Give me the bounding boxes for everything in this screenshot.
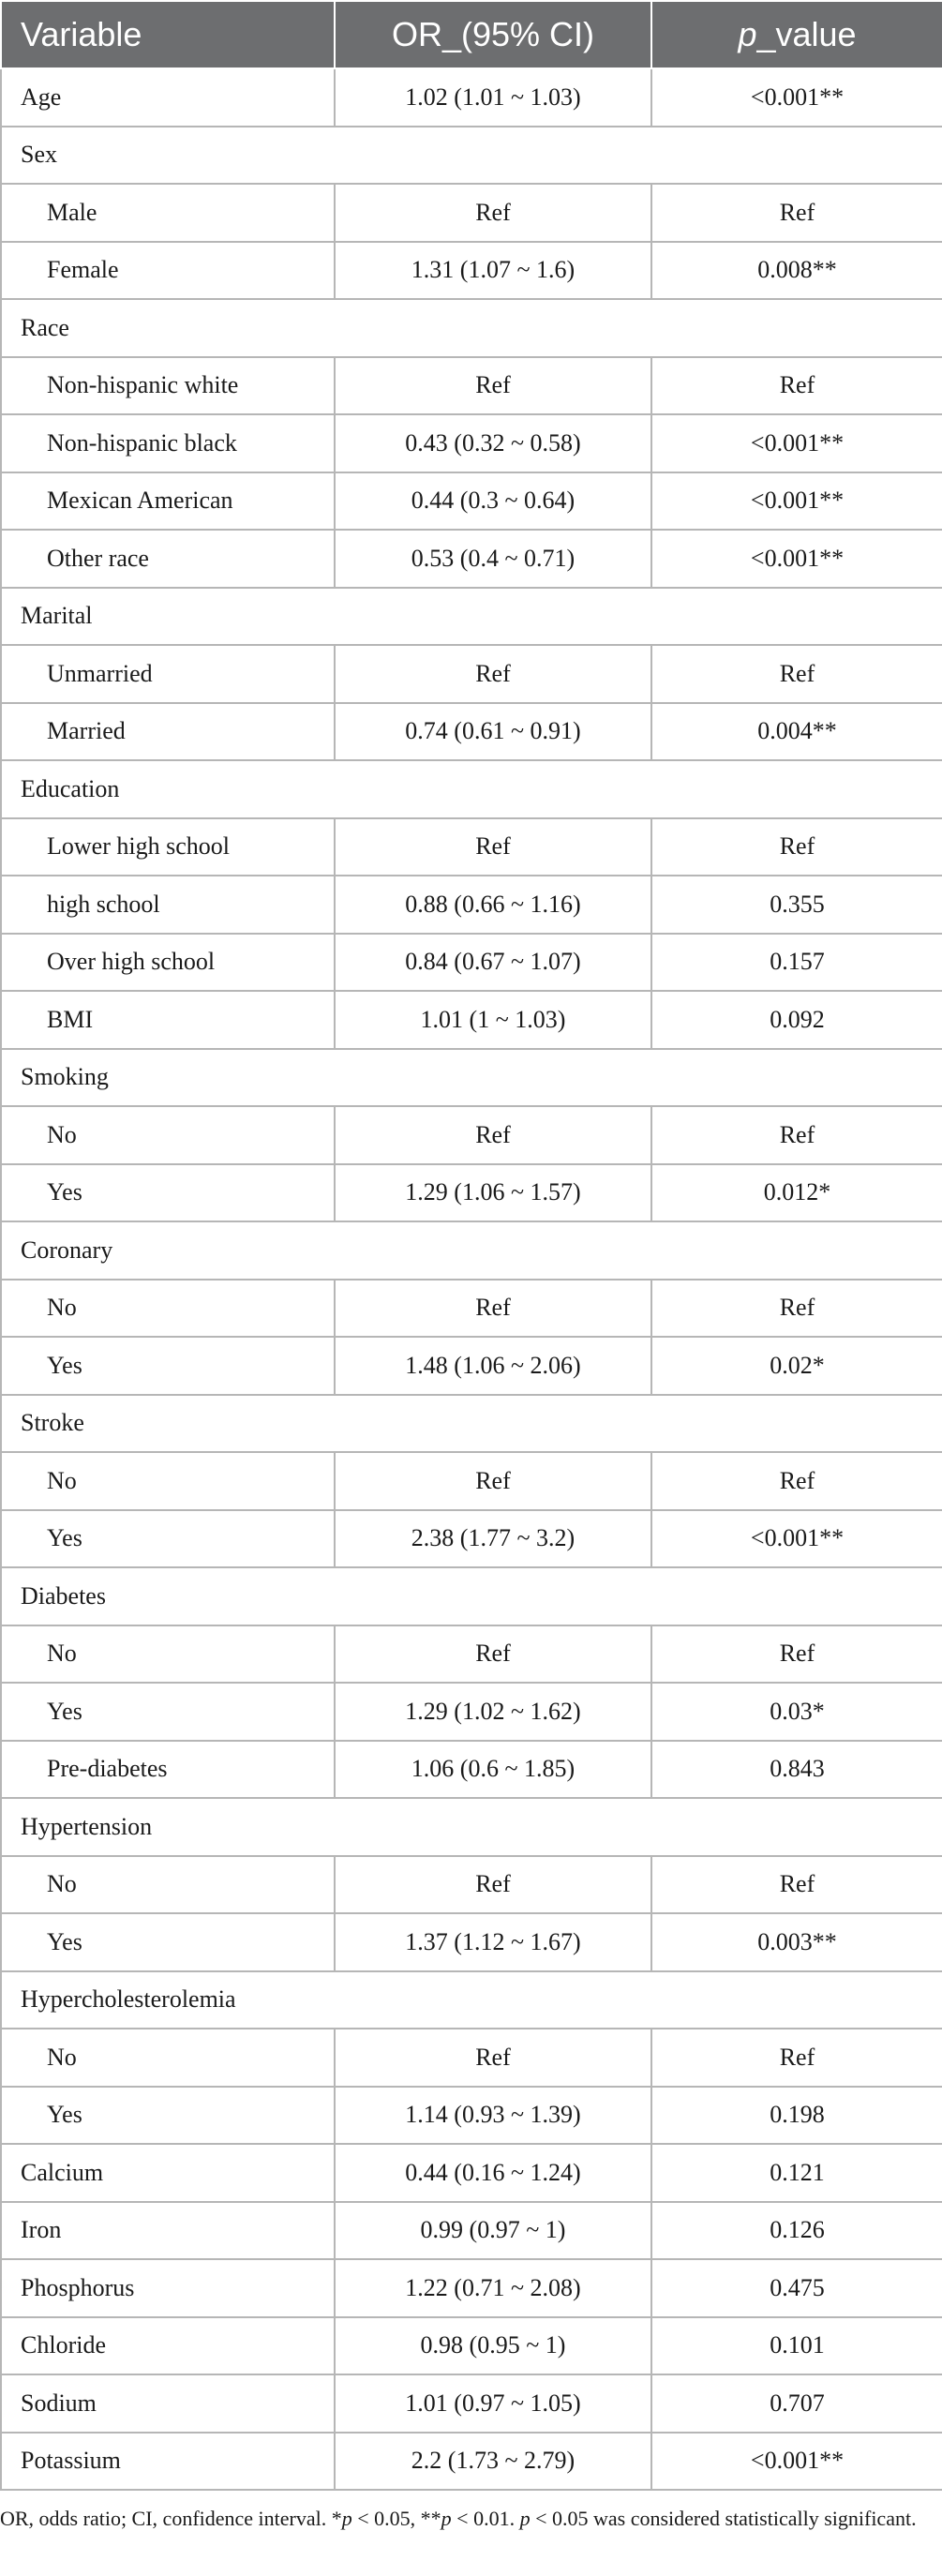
table-row	[1, 414, 942, 472]
table-row	[1, 1510, 942, 1568]
table-row	[1, 991, 942, 1049]
variable-cell: Iron	[1, 2202, 335, 2260]
table-row	[1, 1337, 942, 1395]
group-label: Education	[1, 760, 942, 818]
variable-cell: Sodium	[1, 2374, 335, 2433]
or-cell: Ref	[335, 1452, 651, 1510]
table-row	[1, 1683, 942, 1741]
header-or: OR_(95% CI)	[335, 1, 651, 68]
table-row	[1, 1856, 942, 1914]
table-footnote	[0, 2491, 942, 2534]
variable-cell: Yes	[1, 1913, 335, 1971]
table-row	[1, 1280, 942, 1338]
p-value-cell: <0.001**	[651, 68, 942, 127]
or-cell: 1.22 (0.71 ~ 2.08)	[335, 2259, 651, 2317]
variable-cell: No	[1, 2029, 335, 2087]
or-cell: 0.98 (0.95 ~ 1)	[335, 2317, 651, 2375]
table-row	[1, 1452, 942, 1510]
p-value-cell: <0.001**	[651, 414, 942, 472]
table-row	[1, 2029, 942, 2087]
variable-cell: Age	[1, 68, 335, 127]
p-value-cell: Ref	[651, 1856, 942, 1914]
variable-cell: No	[1, 1625, 335, 1684]
p-value-cell: 0.843	[651, 1741, 942, 1799]
footnote-part4: < 0.05 was considered statistically significant.	[530, 2507, 917, 2530]
group-label: Smoking	[1, 1049, 942, 1107]
or-cell: Ref	[335, 357, 651, 415]
footnote-part1: OR, odds ratio; CI, confidence interval. *	[0, 2507, 342, 2530]
footnote-p2: p	[441, 2507, 452, 2530]
table-row	[1, 357, 942, 415]
variable-cell: Calcium	[1, 2144, 335, 2202]
variable-cell: No	[1, 1280, 335, 1338]
or-cell: 0.88 (0.66 ~ 1.16)	[335, 876, 651, 934]
p-value-cell: 0.198	[651, 2087, 942, 2145]
variable-cell: Female	[1, 242, 335, 300]
p-value-cell: <0.001**	[651, 1510, 942, 1568]
variable-cell: Pre-diabetes	[1, 1741, 335, 1799]
header-p-rest: _value	[756, 15, 857, 53]
or-cell: 1.01 (1 ~ 1.03)	[335, 991, 651, 1049]
table-row	[1, 703, 942, 761]
p-value-cell: <0.001**	[651, 530, 942, 588]
or-cell: 0.44 (0.16 ~ 1.24)	[335, 2144, 651, 2202]
table-row	[1, 242, 942, 300]
table-row	[1, 2259, 942, 2317]
table-row	[1, 1106, 942, 1164]
or-cell: 1.14 (0.93 ~ 1.39)	[335, 2087, 651, 2145]
p-value-cell: 0.355	[651, 876, 942, 934]
p-value-cell: 0.092	[651, 991, 942, 1049]
p-value-cell: Ref	[651, 1625, 942, 1684]
table-row	[1, 2374, 942, 2433]
variable-cell: Over high school	[1, 934, 335, 992]
or-cell: 1.29 (1.06 ~ 1.57)	[335, 1164, 651, 1222]
p-value-cell: 0.126	[651, 2202, 942, 2260]
or-cell: 0.84 (0.67 ~ 1.07)	[335, 934, 651, 992]
or-cell: Ref	[335, 1856, 651, 1914]
footnote-part2: < 0.05, **	[351, 2507, 441, 2530]
table-group-row	[1, 1221, 942, 1280]
p-value-cell: Ref	[651, 1280, 942, 1338]
table-group-row	[1, 1049, 942, 1107]
variable-cell: Non-hispanic white	[1, 357, 335, 415]
or-cell: 1.01 (0.97 ~ 1.05)	[335, 2374, 651, 2433]
p-value-cell: 0.707	[651, 2374, 942, 2433]
group-label: Diabetes	[1, 1567, 942, 1625]
or-cell: 1.31 (1.07 ~ 1.6)	[335, 242, 651, 300]
variable-cell: No	[1, 1856, 335, 1914]
p-value-cell: 0.475	[651, 2259, 942, 2317]
variable-cell: Yes	[1, 1164, 335, 1222]
or-cell: 0.43 (0.32 ~ 0.58)	[335, 414, 651, 472]
table-body	[1, 68, 942, 2490]
variable-cell: Potassium	[1, 2433, 335, 2491]
p-value-cell: 0.157	[651, 934, 942, 992]
header-variable: Variable	[1, 1, 335, 68]
group-label: Hypertension	[1, 1798, 942, 1856]
p-value-cell: <0.001**	[651, 2433, 942, 2491]
table-group-row	[1, 760, 942, 818]
table-group-row	[1, 1971, 942, 2029]
table-group-row	[1, 1567, 942, 1625]
variable-cell: Yes	[1, 2087, 335, 2145]
or-cell: 2.2 (1.73 ~ 2.79)	[335, 2433, 651, 2491]
group-label: Coronary	[1, 1221, 942, 1280]
variable-cell: Mexican American	[1, 472, 335, 531]
table-group-row	[1, 588, 942, 646]
or-cell: 1.02 (1.01 ~ 1.03)	[335, 68, 651, 127]
or-cell: Ref	[335, 818, 651, 876]
or-cell: Ref	[335, 184, 651, 242]
table-row	[1, 934, 942, 992]
footnote-p1: p	[341, 2507, 352, 2530]
table-row	[1, 68, 942, 127]
table-row	[1, 2433, 942, 2491]
or-cell: 1.37 (1.12 ~ 1.67)	[335, 1913, 651, 1971]
table-row	[1, 876, 942, 934]
group-label: Stroke	[1, 1395, 942, 1453]
or-cell: 1.48 (1.06 ~ 2.06)	[335, 1337, 651, 1395]
variable-cell: Yes	[1, 1683, 335, 1741]
table-row	[1, 818, 942, 876]
header-p-value	[651, 1, 942, 68]
or-cell: 0.44 (0.3 ~ 0.64)	[335, 472, 651, 531]
variable-cell: Lower high school	[1, 818, 335, 876]
table-row	[1, 1741, 942, 1799]
variable-cell: Other race	[1, 530, 335, 588]
group-label: Hypercholesterolemia	[1, 1971, 942, 2029]
or-cell: 1.29 (1.02 ~ 1.62)	[335, 1683, 651, 1741]
table-row	[1, 2317, 942, 2375]
group-label: Marital	[1, 588, 942, 646]
p-value-cell: 0.012*	[651, 1164, 942, 1222]
p-value-cell: <0.001**	[651, 472, 942, 531]
p-value-cell: 0.008**	[651, 242, 942, 300]
table-group-row	[1, 299, 942, 357]
or-cell: 0.99 (0.97 ~ 1)	[335, 2202, 651, 2260]
group-label: Sex	[1, 127, 942, 185]
variable-cell: No	[1, 1106, 335, 1164]
variable-cell: Phosphorus	[1, 2259, 335, 2317]
group-label: Race	[1, 299, 942, 357]
or-cell: 0.53 (0.4 ~ 0.71)	[335, 530, 651, 588]
or-cell: Ref	[335, 645, 651, 703]
variable-cell: Male	[1, 184, 335, 242]
p-value-cell: Ref	[651, 2029, 942, 2087]
p-value-cell: 0.02*	[651, 1337, 942, 1395]
p-value-cell: Ref	[651, 1452, 942, 1510]
header-p-italic: p	[738, 15, 757, 53]
footnote-part3: < 0.01.	[451, 2507, 520, 2530]
or-cell: Ref	[335, 1625, 651, 1684]
table-row	[1, 2144, 942, 2202]
table-row	[1, 2202, 942, 2260]
or-cell: Ref	[335, 1106, 651, 1164]
table-row	[1, 530, 942, 588]
p-value-cell: Ref	[651, 184, 942, 242]
variable-cell: Chloride	[1, 2317, 335, 2375]
table-row	[1, 1164, 942, 1222]
or-cell: Ref	[335, 2029, 651, 2087]
variable-cell: high school	[1, 876, 335, 934]
table-header	[1, 1, 942, 68]
p-value-cell: Ref	[651, 1106, 942, 1164]
or-cell: 1.06 (0.6 ~ 1.85)	[335, 1741, 651, 1799]
p-value-cell: 0.101	[651, 2317, 942, 2375]
variable-cell: Unmarried	[1, 645, 335, 703]
p-value-cell: 0.004**	[651, 703, 942, 761]
or-cell: Ref	[335, 1280, 651, 1338]
table-row	[1, 184, 942, 242]
or-cell: 2.38 (1.77 ~ 3.2)	[335, 1510, 651, 1568]
table-group-row	[1, 1798, 942, 1856]
p-value-cell: 0.03*	[651, 1683, 942, 1741]
table-row	[1, 1625, 942, 1684]
table-row	[1, 2087, 942, 2145]
table-row	[1, 1913, 942, 1971]
or-cell: 0.74 (0.61 ~ 0.91)	[335, 703, 651, 761]
variable-cell: BMI	[1, 991, 335, 1049]
table-row	[1, 472, 942, 531]
variable-cell: Yes	[1, 1337, 335, 1395]
variable-cell: Yes	[1, 1510, 335, 1568]
variable-cell: Non-hispanic black	[1, 414, 335, 472]
table-group-row	[1, 1395, 942, 1453]
p-value-cell: 0.003**	[651, 1913, 942, 1971]
p-value-cell: Ref	[651, 645, 942, 703]
p-value-cell: 0.121	[651, 2144, 942, 2202]
table-group-row	[1, 127, 942, 185]
p-value-cell: Ref	[651, 357, 942, 415]
variable-cell: No	[1, 1452, 335, 1510]
table-row	[1, 645, 942, 703]
variable-cell: Married	[1, 703, 335, 761]
p-value-cell: Ref	[651, 818, 942, 876]
footnote-p3: p	[519, 2507, 531, 2530]
